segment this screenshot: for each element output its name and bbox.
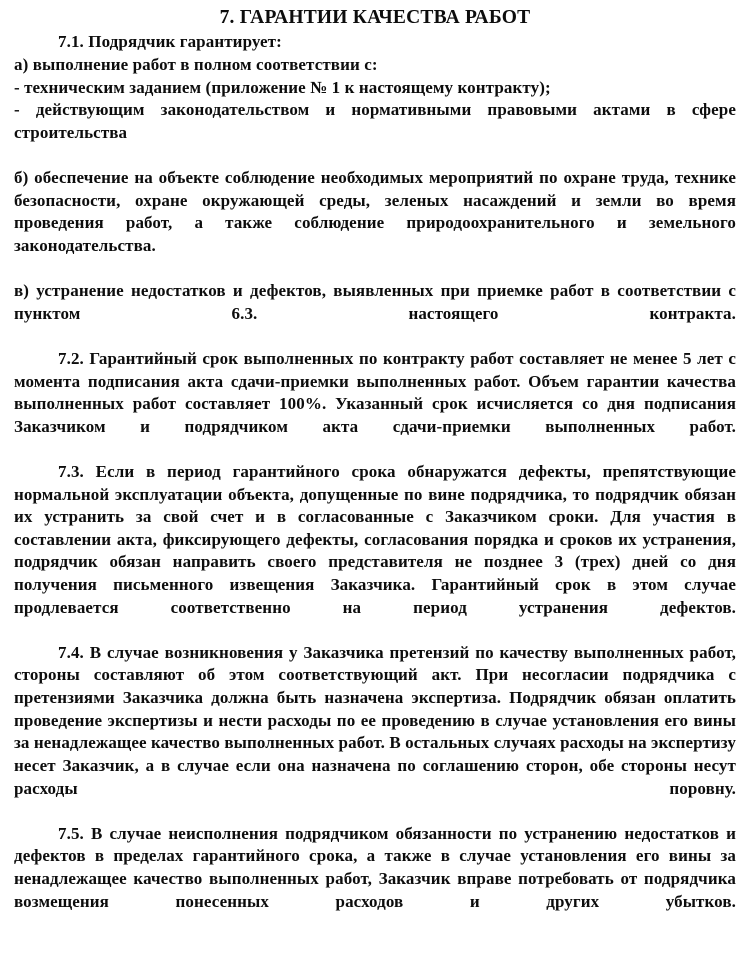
paragraph-technical-task: - техническим заданием (приложение № 1 к настоящему контракту); — [14, 77, 551, 97]
paragraph-item-v: в) устранение недостатков и дефектов, выявленных при приемке работ в соответствии с пунктом 6.3. настоящего контракта. — [14, 281, 736, 323]
page-title: 7. ГАРАНТИИ КАЧЕСТВА РАБОТ — [219, 7, 531, 28]
paragraph-legislation: - действующим законодательством и нормативными правовыми актами в сфере строительства — [14, 100, 736, 142]
paragraph-7-1: 7.1. Подрядчик гарантирует: — [58, 32, 282, 52]
paragraph-item-a: а) выполнение работ в полном соответствии с: — [14, 55, 378, 74]
paragraph-7-2: 7.2. Гарантийный срок выполненных по контракту работ составляет не менее 5 лет с момента подписания акта сдачи-приемки выполненных работ. Объем гарантии качества выполненных работ составляет 100%. Указанный срок исчисляется со дня подписания Заказчиком и подрядчиком акта сдачи-приемки выполненных работ. — [14, 348, 736, 436]
paragraph-7-5: 7.5. В случае неисполнения подрядчиком обязанности по устранению недостатков и дефектов в пределах гарантийного срока, а также в случае установления его вины за ненадлежащее качество выполненных работ, Заказчик вправе потребовать от подрядчика возмещения понесенных расходов и других убытков. — [14, 823, 736, 911]
paragraph-7-3: 7.3. Если в период гарантийного срока обнаружатся дефекты, препятствующие нормальной эксплуатации объекта, допущенные по вине подрядчика, то подрядчик обязан их устранить за свой счет и в согласованные с Заказчиком сроки. Для участия в составлении акта, фиксирующего дефекты, согласования порядка и сроков их устранения, подрядчик обязан направить своего представителя не позднее 3 (трех) дней со дня получения письменного извещения Заказчика. Гарантийный срок в этом случае продлевается соответственно на период устранения дефектов. — [14, 461, 736, 617]
paragraph-item-b: б) обеспечение на объекте соблюдение необходимых мероприятий по охране труда, технике безопасности, охране окружающей среды, зеленых насаждений и земли во время проведения работ, а также соблюдение природоохранительного и земельного законодательства. — [14, 168, 736, 255]
paragraph-7-4: 7.4. В случае возникновения у Заказчика претензий по качеству выполненных работ, стороны составляют об этом соответствующий акт. При несогласии подрядчика с претензиями Заказчика должна быть назначена экспертиза. Подрядчик обязан оплатить проведение экспертизы и нести расходы по ее проведению в случае установления его вины за ненадлежащее качество выполненных работ. В остальных случаях расходы на экспертизу несет Заказчик, а в случае если она назначена по соглашению сторон, обе стороны несут расходы поровну. — [14, 642, 736, 798]
